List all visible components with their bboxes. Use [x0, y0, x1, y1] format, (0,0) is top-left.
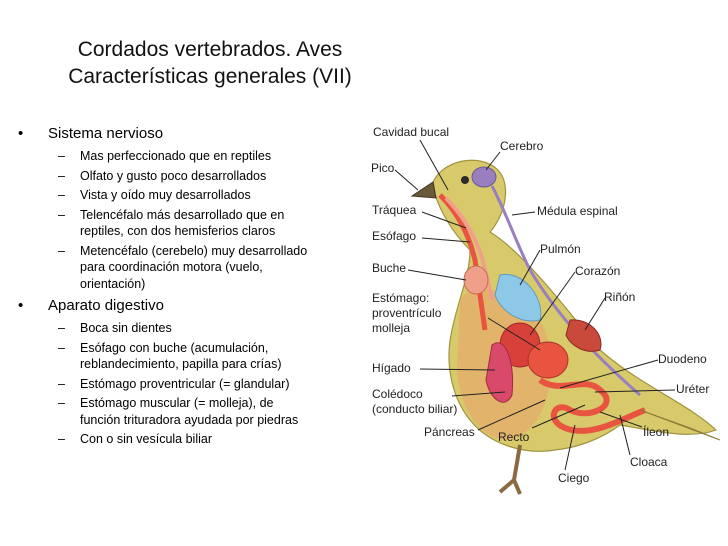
sub-item-text: Estómago proventricular (= glandular): [80, 376, 290, 391]
sub-item: [18, 320, 348, 337]
bullet-sistema-nervioso: [18, 124, 348, 143]
sub-item-text: orientación): [80, 276, 146, 291]
label-higado: Hígado: [372, 361, 411, 375]
label-pancreas: Páncreas: [424, 425, 475, 439]
bird-eye: [461, 176, 469, 184]
label-cerebro: Cerebro: [500, 139, 544, 153]
label-rinon: Riñón: [604, 290, 636, 304]
dash-icon: –: [58, 321, 65, 335]
sub-item-text: Mas perfeccionado que en reptiles: [80, 149, 272, 163]
stomach: [528, 342, 568, 378]
sub-item-text: Boca sin dientes: [80, 321, 172, 335]
sub-item-text: Olfato y gusto poco desarrollados: [80, 168, 267, 183]
sub-item: [18, 168, 348, 185]
sub-item: [18, 207, 348, 240]
bullet-text: Aparato digestivo: [48, 297, 164, 314]
dash-icon: –: [58, 432, 65, 446]
bird-anatomy-figure: [352, 110, 728, 546]
label-estomago-2: proventrículo: [372, 306, 442, 320]
label-duodeno: Duodeno: [658, 352, 707, 366]
crop: [464, 266, 488, 294]
label-estomago-3: molleja: [372, 321, 411, 335]
sub-item-text: reblandecimiento, papilla para crías): [80, 357, 282, 371]
sub-item-text: función trituradora ayudada por piedras: [80, 412, 299, 427]
brain: [472, 167, 496, 187]
bird-anatomy-diagram: [352, 110, 728, 546]
dash-icon: –: [58, 340, 65, 355]
label-coledoco-1: Colédoco: [372, 387, 423, 401]
label-ureter: Uréter: [676, 382, 710, 396]
label-cavidad-bucal: Cavidad bucal: [373, 125, 450, 139]
label-ciego: Ciego: [558, 471, 590, 485]
sub-item: [18, 243, 348, 293]
sub-item-text: Estómago muscular (= molleja), de: [80, 396, 274, 410]
dash-icon: –: [58, 243, 65, 258]
dash-icon: –: [58, 376, 65, 391]
bullet-dot-icon: •: [18, 125, 24, 142]
label-traquea: Tráquea: [372, 203, 417, 217]
title-line-2: Características generales (VII): [68, 65, 352, 88]
title-line-1: Cordados vertebrados. Aves: [77, 38, 343, 61]
bullet-text: Sistema nervioso: [48, 125, 164, 142]
sub-item: [18, 395, 348, 428]
label-recto: Recto: [498, 430, 530, 444]
sub-item: [18, 148, 348, 165]
bird-leg: [500, 445, 520, 494]
label-cloaca: Cloaca: [630, 455, 668, 469]
sub-item-text: Metencéfalo (cerebelo) muy desarrollado: [80, 243, 308, 258]
bullet-dot-icon: •: [18, 297, 24, 314]
sub-item: [18, 340, 348, 373]
bird-beak: [412, 182, 436, 198]
sub-item: [18, 431, 348, 448]
sub-item-text: Vista y oído muy desarrollados: [80, 188, 251, 202]
dash-icon: –: [58, 188, 65, 202]
label-ileon: Íleon: [643, 425, 670, 439]
label-coledoco-2: (conducto biliar): [372, 402, 458, 416]
slide-title: [0, 36, 420, 90]
sub-item-text: Telencéfalo más desarrollado que en: [80, 207, 285, 222]
dash-icon: –: [58, 396, 65, 410]
label-pulmon: Pulmón: [540, 242, 581, 256]
bullet-list: [18, 124, 348, 451]
label-estomago-1: Estómago:: [372, 291, 430, 305]
dash-icon: –: [58, 149, 65, 163]
dash-icon: –: [58, 207, 65, 222]
label-corazon: Corazón: [575, 264, 621, 278]
sub-item-text: reptiles, con dos hemisferios claros: [80, 224, 276, 238]
sub-item-text: Con o sin vesícula biliar: [80, 432, 213, 446]
label-buche: Buche: [372, 261, 407, 275]
bullet-aparato-digestivo: [18, 296, 348, 315]
sub-item: [18, 187, 348, 204]
sub-item-text: Esófago con buche (acumulación,: [80, 340, 269, 355]
label-pico: Pico: [371, 161, 395, 175]
sub-item-text: para coordinación motora (vuelo,: [80, 260, 263, 274]
dash-icon: –: [58, 168, 65, 183]
label-esofago: Esófago: [372, 229, 417, 243]
sub-item: [18, 376, 348, 393]
label-medula: Médula espinal: [537, 204, 618, 218]
